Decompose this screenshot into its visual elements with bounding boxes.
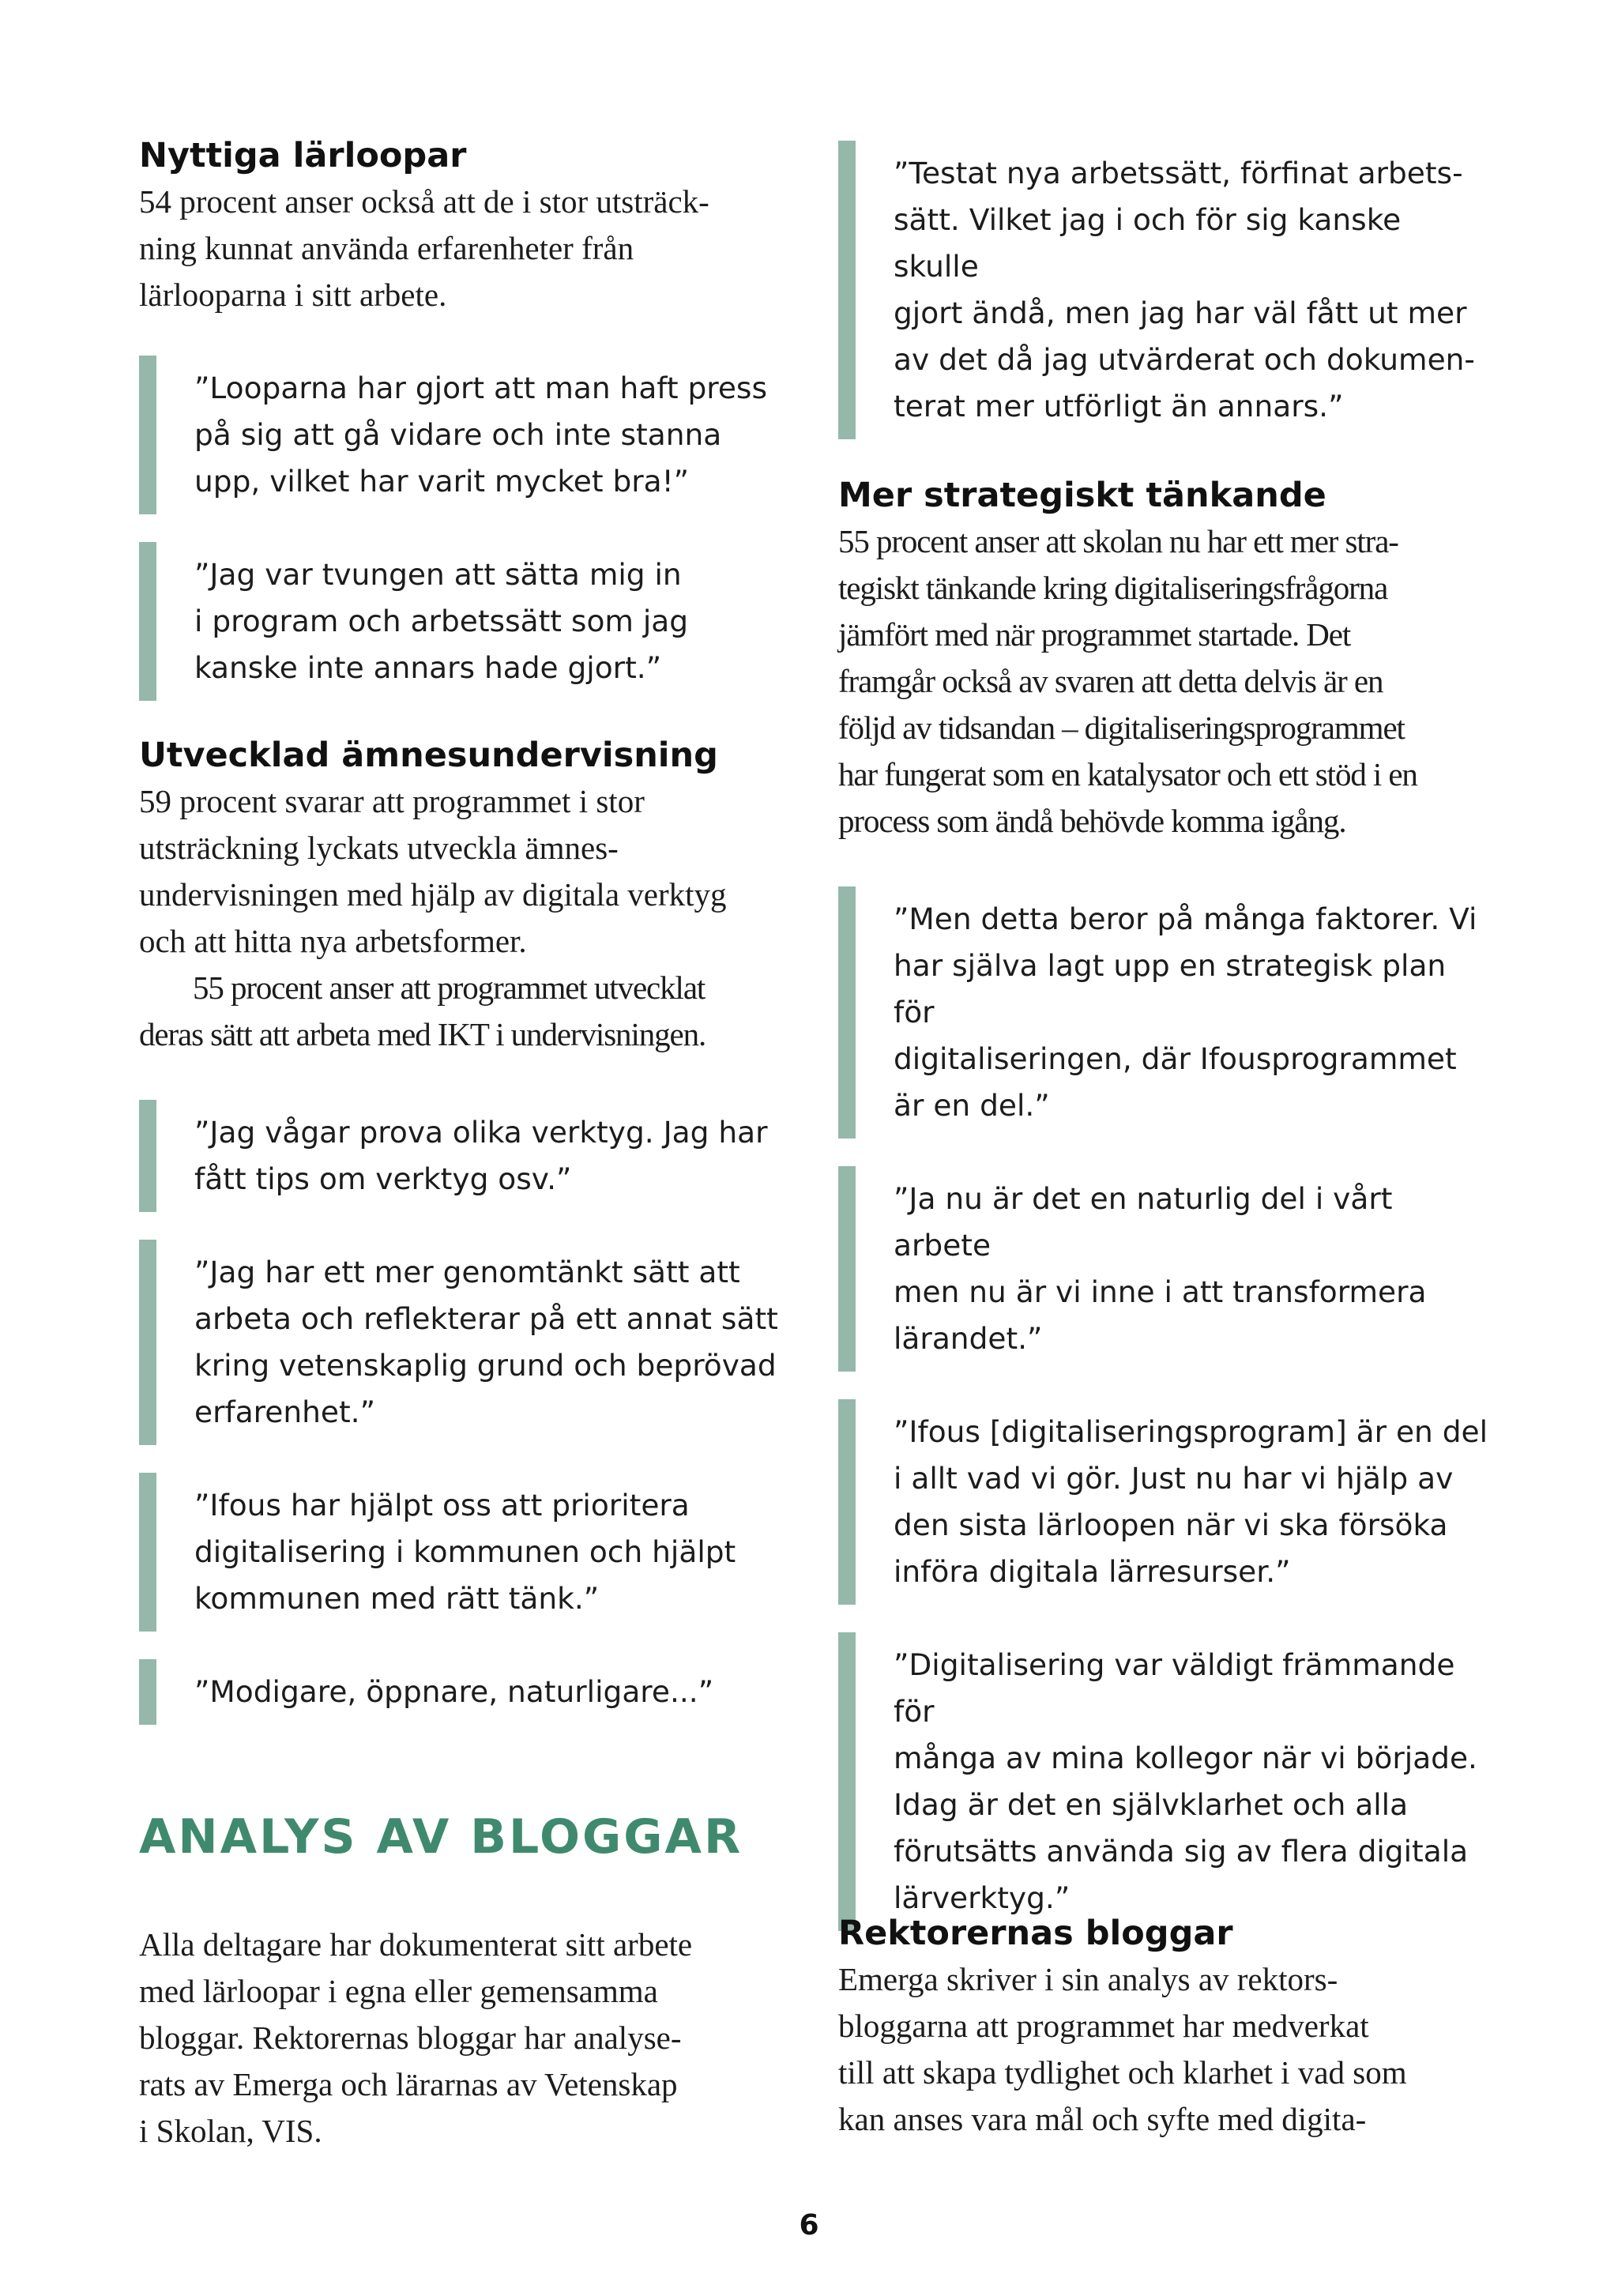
section-title-analys-av-bloggar: ANALYS AV BLOGGAR — [139, 1809, 743, 1865]
quote-text: ”Digitalisering var väldigt främmande för många av mina kollegor när vi började. Idag är det en självklarhet och alla förutsätts använda sig av flera digitala lärverktyg.” — [894, 1647, 1477, 1915]
paragraph-bloggar: Alla deltagare har dokumenterat sitt arbete med lärloopar i egna eller gemensamma bloggar. Rektorernas bloggar har analyse- rats av Emerga och lärarnas av Vetenskap i Skolan, VIS. — [139, 1926, 693, 2149]
quote-block — [139, 1240, 795, 1445]
quote-bar — [838, 886, 856, 1139]
paragraph-amnesundervisning: 59 procent svarar att programmet i stor utsträckning lyckats utveckla ämnes- undervisningen med hjälp av digitala verktyg och att hitta nya arbetsformer. — [139, 783, 727, 959]
left-column — [139, 133, 795, 1725]
bloggar-intro — [139, 1910, 795, 2155]
quote-block — [139, 1473, 795, 1632]
paragraph-larloopar: 54 procent anser också att de i stor utsträck- ning kunnat använda erfarenheter från lärlooparna i sitt arbete. — [139, 183, 709, 313]
quote-bar — [139, 1240, 156, 1445]
quote-text: ”Modigare, öppnare, naturligare...” — [194, 1674, 714, 1709]
quote-bar — [139, 542, 156, 701]
quote-block — [838, 1632, 1494, 1931]
quote-bar — [139, 356, 156, 514]
quote-block — [139, 1659, 795, 1725]
quote-text: ”Jag vågar prova olika verktyg. Jag har fått tips om verktyg osv.” — [194, 1115, 768, 1196]
quote-block — [838, 141, 1494, 439]
quote-text: ”Ifous har hjälpt oss att prioritera digitalisering i kommunen och hjälpt kommunen med rätt tänk.” — [194, 1488, 736, 1616]
quote-bar — [838, 1166, 856, 1372]
quote-bar — [139, 1659, 156, 1725]
paragraph-strategiskt-tankande: 55 procent anser att skolan nu har ett mer stra- tegiskt tänkande kring digitaliseringsfrågorna jämfört med när programmet startade. Det framgår också av svaren att detta delvis är en följd av tidsandan – digitaliseringsprogrammet har fungerat som en katalysator och ett stöd i en process som ändå behövde komma igång. — [838, 523, 1417, 839]
right-column — [838, 141, 1494, 1931]
quote-block — [838, 1166, 1494, 1372]
quote-block — [838, 1399, 1494, 1605]
quote-text: ”Men detta beror på många faktorer. Vi har själva lagt upp en strategisk plan för digitaliseringen, där Ifousprogrammet är en del.” — [894, 901, 1477, 1123]
quote-text: ”Looparna har gjort att man haft press på sig att gå vidare och inte stanna upp, vilket har varit mycket bra!” — [194, 371, 768, 499]
quote-text: ”Ifous [digitaliseringsprogram] är en del i allt vad vi gör. Just nu har vi hjälp av den sista lärloopen när vi ska försöka införa digitala lärresurser.” — [894, 1414, 1488, 1589]
quote-text: ”Jag har ett mer genomtänkt sätt att arbeta och reflekterar på ett annat sätt kring vetenskaplig grund och beprövad erfarenhet.” — [194, 1255, 778, 1429]
heading-nyttiga-larloopar: Nyttiga lärloopar — [139, 136, 467, 175]
rektorernas-bloggar — [838, 1910, 1494, 2143]
paragraph-rektorernas-bloggar: Emerga skriver i sin analys av rektors- bloggarna att programmet har medverkat till att skapa tydlighet och klarhet i vad som kan anses vara mål och syfte med digita- — [838, 1961, 1407, 2137]
quote-bar — [838, 1632, 856, 1931]
quote-block — [139, 356, 795, 514]
quote-block — [139, 542, 795, 701]
quote-text: ”Testat nya arbetssätt, förfinat arbets- sätt. Vilket jag i och för sig kanske skulle gjort ändå, men jag har väl fått ut mer av det då jag utvärderat och dokumen- terat mer utförligt än annars.” — [894, 156, 1475, 423]
quote-bar — [139, 1100, 156, 1212]
quote-bar — [139, 1473, 156, 1632]
paragraph-ikt: 55 procent anser att programmet utvecklat deras sätt att arbeta med IKT i undervisningen. — [139, 969, 706, 1052]
heading-mer-strategiskt-tankande: Mer strategiskt tänkande — [838, 476, 1326, 515]
page-number: 6 — [799, 2209, 819, 2241]
quote-bar — [838, 141, 856, 439]
heading-utvecklad-amnesundervisning: Utvecklad ämnesundervisning — [139, 736, 718, 775]
quote-block — [838, 886, 1494, 1139]
quote-text: ”Ja nu är det en naturlig del i vårt arbete men nu är vi inne i att transformera lärandet.” — [894, 1181, 1427, 1356]
quote-block — [139, 1100, 795, 1212]
quote-text: ”Jag var tvungen att sätta mig in i program och arbetssätt som jag kanske inte annars hade gjort.” — [194, 557, 689, 685]
heading-rektorernas-bloggar: Rektorernas bloggar — [838, 1914, 1233, 1953]
quote-bar — [838, 1399, 856, 1605]
